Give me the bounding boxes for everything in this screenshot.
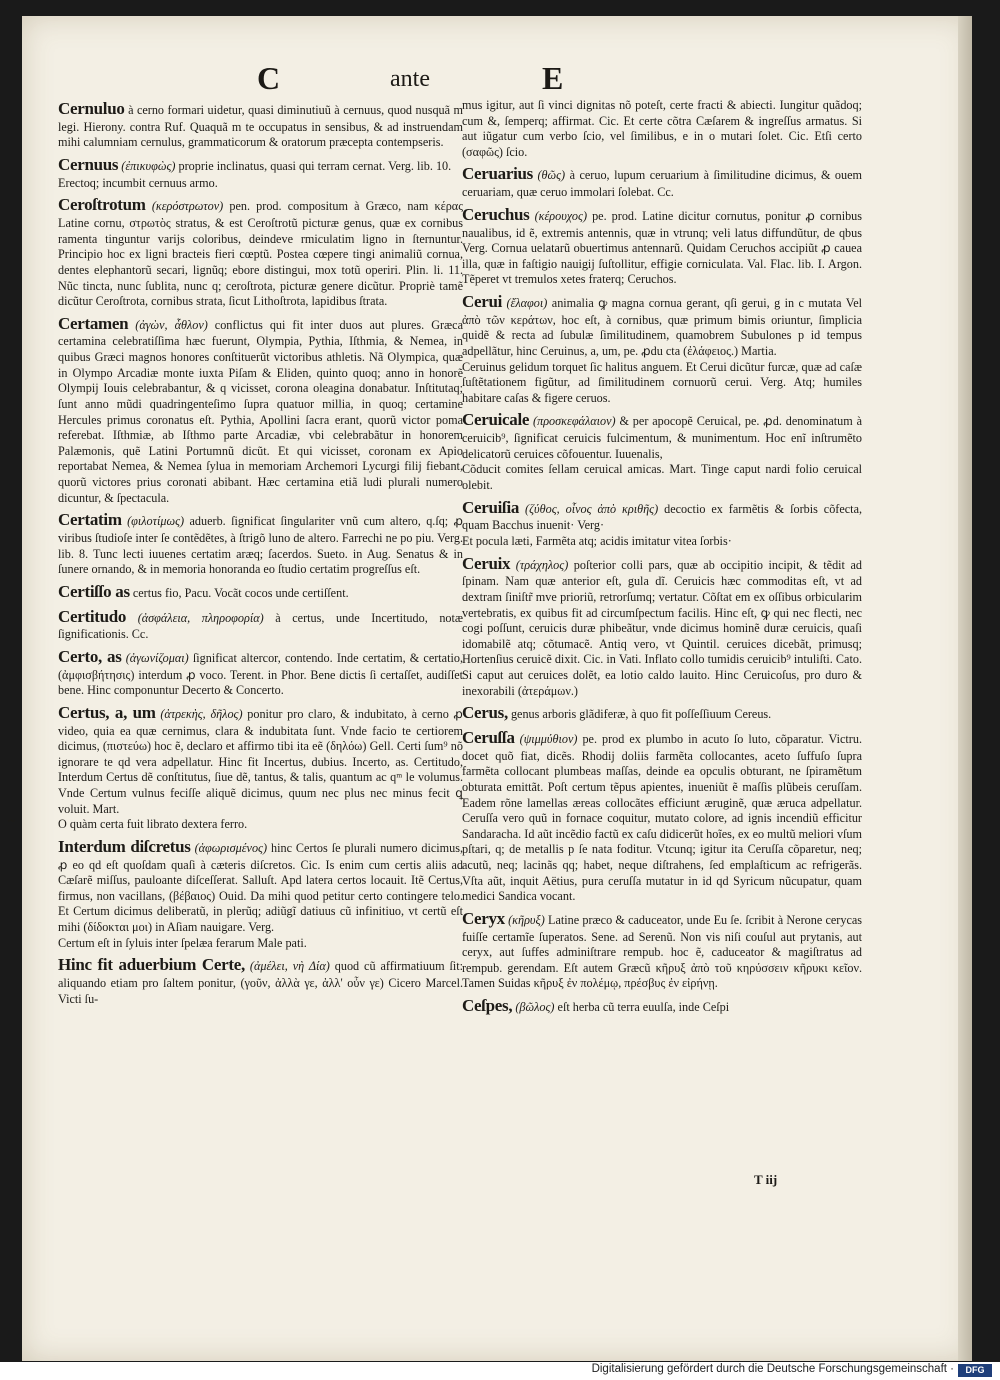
entry-paragraph [462,727,862,905]
entry-text: quod cũ affirmatiuum ſit: aliquando etiam pro ſaltem ponitur, (γοῦν, ἀλλὰ γε, ἀλλ' οὖν γε) Cicero Marcel. Victi ſu- [58,959,463,1006]
entry-lemma: Interdum diſcretus [58,836,191,856]
page-edge [958,16,972,1361]
dictionary-entry [58,836,463,951]
entry-paragraph [58,509,463,578]
dictionary-entry [462,409,862,493]
entry-greek-gloss: (ἐπικυφὼς) [121,158,176,173]
signature-mark: T iij [754,1172,778,1187]
entry-greek-gloss: (κῆρυξ) [508,912,545,927]
entry-text: mus igitur, aut ſi vinci dignitas nõ poteſt, certe fracti & abiecti. Iungitur quãdoq; cum &, ſemperq; affirmat. Cic. Et certe cõtra Cæſarem & ingreſſus armatus. Si aut iũgatur cum verbo ſcio, vel ſimilibus, e in o mutari ſolet. Cic. Etſi certo (σαφῶς) ſcio. [462,98,862,159]
dictionary-entry [58,509,463,578]
entry-lemma: Ceruiſia [462,497,520,517]
dictionary-entry [58,646,463,699]
entry-text: ponitur pro claro, & indubitato, à cerno ꝓ video, quia ea quæ cernimus, clara & indubitata ſunt. Vnde facio te certiorem dicimus, (πιστεύω) hoc ẽ, declaro et affirmo tibi ita eẽ (δηλόω) Gell. Certi ſum⁹ nõ ignorare te qd vera adpellatur. Hinc fit Incertus, dubius. Incerto, as. Certitudo, Interdum Certus dẽ conſtitutus, ſiue dẽ, tantus, & talis, quantum ac qᵐ le volumus. Vnde Certum vulnus feciſſe aliquẽ dicimus, quum nec plus nec minus fecit ꝗ voluit. Mart. [58,706,463,816]
entry-lemma: Certatim [58,510,122,530]
entry-text: pe. prod ex plumbo in acuto ſo luto, cõparatur. Victru. docet quõ fiat, dicẽs. Rhodij doliis farmẽta collocantes, aceto ſuffuſo ſupra farmẽta collocant plumbeas maſſas, deinde ea opculis obturant, ne ſpiramẽtum obturata emittãt. Poſt certum tẽpus apientes, inueniũt ẽ maſſis plũbeis ceruſſam. Eadem rõne lamellas æreas collocãtes efficiunt æruginẽ, quæ æruca adpellatur. Ceruſſa vero quũ in fornace coquitur, mutato colore, ad ignis incendiũ efficitur Sandaracha. Id aũt incẽdio factũ ex caſu didicerũt hoĩes, ex eo multũ meliori vſum pſtari, q; de metallis p ſe nata foditur. Vtcunq; igitur ita Ceruſſa cõparetur, neq; acutũ, neq; lacinãs qq; habet, neque diſtrahens, ſed emplaſticum ac refrigerãs. Vſta aũt, inquit Aëtius, pura ceruſſa mutatur in id qd Syricum nũcupatur, quam medici Sandica vocant. [462,731,862,904]
margin-mark: ~ [8,814,16,829]
entry-greek-gloss: (ἀσφάλεια, πληροφορία) [137,610,264,625]
dictionary-entry [58,581,463,603]
entry-lemma: Ceroſtrotum [58,195,146,215]
dictionary-entry [462,98,862,160]
entry-lemma: Ceſpes, [462,995,513,1015]
running-head-left: C [257,60,281,96]
dictionary-entry [58,606,463,643]
entry-greek-gloss: (ζύθος, οἶνος ἀπὸ κριθῆς) [525,501,659,516]
entry-text: ſignificat altercor, contendo. Inde certatim, & certatio, (ἀμφισβήτησις) interdum ꝓ voco. Terent. in Phor. Bene dictis ſi certaſſet, audiſſet bene. Hinc componuntur Decerto & Concerto. [58,650,463,698]
dictionary-entry [462,995,862,1017]
entry-greek-gloss: (ἔλαφοι) [506,295,548,310]
footer-bar [0,1362,1000,1380]
dictionary-entry [462,702,862,724]
entry-text: eſt herba cũ terra euulſa, inde Ceſpi [557,999,730,1014]
entry-text: conflictus qui fit inter duos aut plures. Græca certamina celebratiſſima hæc fuerunt, Olympia, Pythia, Iſthmia, & Nemea, in quibus Græci magnos honores conſtituerũt victoribus athletis. Nã Olympica, quæ in Olympo Arcadiæ monte iuxta Piſam & Eliden, quinto quoq; anno in honorẽ Olympij Iouis celebrabantur, & q vicisset, corona oleagina donabatur. Inſtitutaq; ſunt anno mũdi quadringenteſimo ſupra quatuor millia, in quoq; certamine Hercules primus coronatus eſt. Pythia, Apollini ſacra erant, quorũ victor poma referebat. Iſthmiæ, ab Iſthmo parte Arcadiæ, vbi celebrabãtur in honorem Palæmonis, quẽ Latini Portumnũ dicũt. Et qui vicisset, coronam ex Apio reportabat Nemea, & Nemea ſylua in memoriam Archemori Lycurgi filij fiebant, quorũ victores prius coronati abibant. Hæc certamina etiã ludi plurali numero dicuntur, & ſpectacula. [58,317,463,505]
running-head-center: ante [390,66,430,92]
left-column [58,98,463,1338]
entry-paragraph [58,313,463,506]
entry-text: proprie inclinatus, quasi qui terram cernat. Verg. lib. 10. [178,158,452,173]
entry-paragraph [462,291,862,360]
entry-lemma: Certitudo [58,606,127,626]
entry-text: à cerno formari uidetur, quasi diminutiuũ à cernuus, quod nusquã m legi. Hierony. contra Ruf. Quaquã m te occupatus in sensibus, & ad instruendam mihi calumniam cernulus, grammaticorum & oratorum præcepta contempseris. [58,103,463,150]
entry-lemma: Cernuus [58,154,119,174]
entry-paragraph [462,497,862,534]
book-page [22,16,972,1361]
entry-text: & per apocopẽ Ceruical, pe. ꝓd. denominatum à ceruicib⁹, ſignificat ceruicis fulcimentum, & munimentum. Hoc enĩ inſtrumẽto delicatorũ ceruices cõfouentur. Iuuenalis, [462,414,862,461]
entry-quotation: Certum eſt in ſyluis inter ſpelæa ferarum Male pati. [58,935,307,950]
entry-paragraph [58,606,463,643]
entry-lemma: Certo, as [58,646,122,666]
entry-lemma: Ceruicale [462,410,530,430]
entry-greek-gloss: (ἀμέλει, νὴ Δία) [249,959,330,974]
entry-paragraph [58,581,463,603]
entry-greek-gloss: (κερόστρωτον) [151,199,224,214]
entry-lemma: Certus, a, um [58,702,156,722]
entry-greek-gloss: (θῶς) [537,168,566,183]
entry-text: pe. prod. Latine dicitur cornutus, ponitur ꝓ cornibus naualibus, id ẽ, extremis antennis, quæ in vtrunq; veli latus diffundũtur, de qbus Verg. Cornua uelatarũ obuertimus antennarũ. Quidam Ceruchos accipiũt ꝓ cauea illa, quæ in faſtigio nauigij ſuſtollitur, effigie corniculata. Val. Flac. lib. I. Argon. Tẽperet vt tremulos xetes fraterq; Ceruchos. [462,208,862,287]
entry-paragraph [58,702,463,817]
entry-paragraph [58,954,463,1007]
dictionary-entry [462,497,862,550]
entry-paragraph [462,204,862,288]
running-head-right: E [542,60,564,96]
entry-text: pen. prod. compositum à Græco, nam κέρας Latine cornu, στρωτὸς stratus, & est Ceroſtrotũ picturæ genus, quæ ex cornibus ramenta tinguntur varijs coloribus, deindeve rmiculatim ligno in ſternuntur. Principio hoc ex ligni bracteis fieri cœptũ. Postea cœpere tingi animaliũ cornua, dentes elephantorũ secari, lignũq; ebore distingui, mox totũ operiri. Plin. li. 11. Nũc tincta, nunc ſublita, nunc q; ceroſtrota, picturæ genere dicũtur. Propriè tamẽ dicũtur Ceroſtrota, cornibus strata, ſicut Lithoſtrota, lapidibus ſtrata. [58,199,463,309]
footer-credit: Digitalisierung gefördert durch die Deutsche Forschungsgemeinschaft · [591,1363,954,1375]
right-column [462,98,862,1338]
entry-lemma: Cerui [462,291,503,311]
entry-lemma: Cernuluo [58,99,125,118]
dictionary-entry [58,194,463,309]
entry-greek-gloss: (βῶλος) [515,999,555,1014]
entry-text: poſterior colli pars, quæ ab occipitio incipit, & tẽdit ad ſpinam. Nam quæ anterior eſt, gula dĩ. Ceruicis hæc commoditas eſt, vt ad dextram ſiniſtr̃ mve prioriũ, retrorſumq; vertatur. Cõſtat em ex oſſibus orbicularim vertebratis, ex quibus fit ad circumſpectum facilis. Hinc eſt, ꝙ qui nec flecti, nec cogi poſſunt, ceruicis duræ phibeãtur, vnde dicimus hominẽ duræ ceruicis, quaſi idomabilẽ atq; cõtumacẽ. Antiq vero, vt Quintil. ceruices dicebãt, primusq; Hortenſius ceruicẽ dixit. Cic. in Vati. Inflato collo tumidis ceruicib⁹ intuliſti. Cato. Si caput aut ceruices dolẽt, ea lotio caldo lauito. Hinc Ceruicoſus, pro duro & inexorabili (ἀτεράμων.) [462,557,862,698]
entry-lemma: Cerus, [462,703,508,723]
entry-greek-gloss: (ἀτρεκὴς, δῆλος) [160,706,243,721]
entry-greek-gloss: (ψιμμύθιον) [519,731,578,746]
entry-quotation: Erectoq; incumbit cernuus armo. [58,175,218,190]
entry-paragraph [58,154,463,176]
entry-text: à ceruo, lupum ceruarium à ſimilitudine dicimus, & ouem ceruariam, quæ ceruo immolari ſolebat. Cc. [462,168,862,200]
entry-quotation: Et pocula læti, Farmẽta atq; acidis imitatur vitea ſorbis· [462,533,732,548]
entry-paragraph [58,194,463,309]
entry-text: genus arboris glãdiferæ, à quo fit poſſeſſiuum Cereus. [510,707,772,722]
dictionary-entry [58,98,463,151]
dictionary-entry [462,163,862,200]
entry-quotation: Ceruinus gelidum torquet ſic halitus anguem. Et Cerui dicũtur furcæ, quæ ad caſæ ſuſtẽtationem figũtur, ad ſimilitudinem cornuorũ cerui. Verg. Atq; humiles habitare caſas & figere ceruos. [462,359,862,405]
entry-greek-gloss: (κέρουχος) [534,208,588,223]
dictionary-entry [462,291,862,406]
dictionary-entry [58,313,463,506]
entry-quotation: O quàm certa fuit librato dextera ferro. [58,817,248,832]
entry-paragraph [58,646,463,699]
dfg-logo: DFG [958,1364,992,1377]
entry-lemma: Certamen [58,313,129,333]
entry-paragraph [462,163,862,200]
running-head [22,60,972,100]
entry-greek-gloss: (φιλοτίμως) [127,514,185,529]
entry-lemma: Ceruſſa [462,727,515,747]
entry-lemma: Hinc fit aduerbium Certe, [58,955,245,975]
entry-paragraph [462,702,862,724]
entry-text: à certus, unde Incertitudo, notæ ſignificationis. Cc. [58,610,463,642]
entry-text: certus fio, Pacu. Vocãt cocos unde certiſſent. [132,585,349,600]
entry-lemma: Certiſſo as [58,581,130,601]
entry-text: Latine præco & caduceator, unde Eu ſe. ſcribit à Nerone cerycas fuiſſe certamĩe ſuperatos. Sene. ad Serenũ. Non vis niſi couſul aut prytanis, aut ceryx, aut ſuffes adminiſtrare rempub. hoc ẽ, caduceator & magiſtratus ad rempub. gerendam. Eſt autem Græcũ κῆρυξ ἀπὸ τοῦ κηρύσσειν κῆρυκι κεῖον. Tamen Suidas κῆρυξ ἐν πολέμῳ, πρέσβυς ἐν εἰρήνῃ. [462,912,862,991]
entry-greek-gloss: (ἀφωρισμένος) [194,840,268,855]
entry-greek-gloss: (τράχηλος) [515,557,569,572]
entry-lemma: Ceryx [462,908,505,928]
entry-paragraph [462,553,862,700]
entry-greek-gloss: (ἀγωνίζομαι) [125,650,189,665]
dictionary-entry [462,908,862,992]
dictionary-entry [462,727,862,905]
entry-paragraph [462,409,862,462]
entry-text: hinc Certos ſe plurali numero dicimus, ꝓ eo qd eſt quoſdam quaſi à cæteris diſcretos. Cic. Is enim cum certis aliis ad Cæſarẽ miſſus, pauloante diſceſſerat. Salluſt. Apd latera certos locauit. Itẽ Certus, firmus, non vacillans, (βέβαιος) Ouid. Da mihi quod petitur certo contingere telo. Et Certum dicimus deliberatũ, in plerũq; adiũgĩ datiuus cũ infinitiuo, vt certũ eſt mihi (δίδοκται μοι) in Aſiam nauigare. Verg. [58,840,463,935]
dictionary-entry [462,204,862,288]
entry-lemma: Ceruarius [462,164,533,184]
entry-greek-gloss: (προσκεφάλαιον) [533,414,616,429]
entry-quotation: Cõducit comites ſellam ceruical amicas. Mart. Tinge caput nardi folio ceruical olebit. [462,462,862,492]
entry-text: animalia ꝙ magna cornua gerant, qſi gerui, g in c mutata Vel ἀπὸ τῶν κεράτων, hoc eſt, à cornibus, quæ primum bimis oriuntur, ſimplicia quidẽ & recta ad ſubulæ ſimilitudinem, quamobrem Subulones p id tempus adpellãtur, hinc Ceruinus, a, um, pe. ꝓdu cta (ἐλάφειος.) Martia. [462,295,862,358]
dictionary-entry [58,154,463,191]
dictionary-entry [58,954,463,1007]
entry-paragraph [462,995,862,1017]
dictionary-entry [462,553,862,700]
entry-paragraph [462,908,862,992]
entry-text: aduerb. ſignificat ſingulariter vnũ cum altero, q.ſq; ꝓ viribus ſtudioſe inter ſe contẽdẽtes, à ſtrigõ luno de altero. Farrechi ne po piu. Verg. lib. 8. Tunc lecti iuuenes certatim aræq; ſacerdos. Sueto. in Aug. Senatus & in ſunere ornando, & in memoria honoranda eo ſtudio certatim progreſſus eſt. [58,514,463,577]
entry-text: decoctio ex farmẽtis & ſorbis cõfecta, quam Bacchus inuenit· Verg· [462,501,862,533]
dictionary-entry [58,702,463,833]
entry-lemma: Ceruchus [462,204,530,224]
entry-paragraph [462,98,862,160]
entry-paragraph [58,98,463,151]
entry-greek-gloss: (ἀγὼν, ἆθλον) [135,317,208,332]
entry-lemma: Ceruix [462,553,511,573]
entry-paragraph [58,836,463,936]
